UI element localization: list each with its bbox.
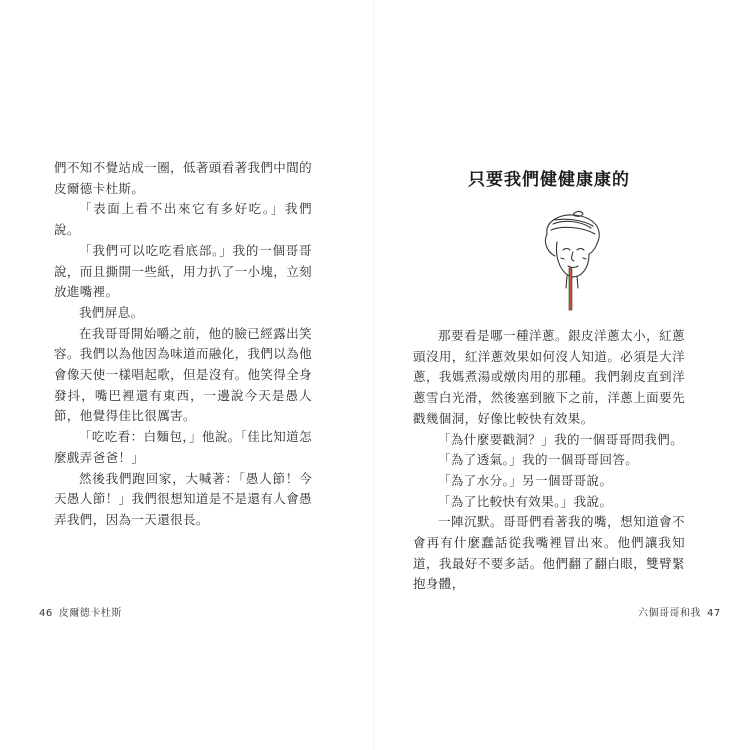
paragraph: 那要看是哪一種洋蔥。銀皮洋蔥太小，紅蔥頭沒用，紅洋蔥效果如何沒人知道。必須是大洋蔥，我媽煮湯或燉肉用的那種。我們剝皮直到洋蔥雪白光滑，然後塞到腋下之前，洋蔥上面要先戳幾個洞，好像比較快有效果。 (413, 328, 685, 426)
right-page-body (413, 326, 685, 595)
boy-with-onion-illustration (533, 208, 609, 312)
paragraph: 「吃吃看：白麵包，」他說。「佳比知道怎麼戲弄爸爸！」 (54, 429, 312, 465)
left-page-body (54, 158, 312, 531)
left-page-number: 46 (39, 608, 53, 619)
chapter-title: 只要我們健健康康的 (468, 170, 630, 190)
paragraph: 「我們可以吃吃看底部。」我的一個哥哥說，而且撕開一些紙，用力扒了一小塊，立刻放進嘴裡。 (54, 242, 313, 300)
right-running-title: 六個哥哥和我 (638, 608, 701, 619)
right-page-footer (638, 604, 727, 619)
paragraph: 一陣沉默。哥哥們看著我的嘴，想知道會不會再有什麼蠢話從我嘴裡冒出來。他們讓我知道，我最好不要多話。他們翻了翻白眼，雙臂緊抱身體， (413, 514, 685, 592)
paragraph: 「為了比較快有效果。」我說。 (438, 493, 613, 509)
left-page-footer (33, 604, 122, 619)
paragraph: 我們屏息。 (79, 304, 144, 320)
left-running-title: 皮爾德卡杜斯 (58, 608, 122, 619)
paragraph: 「為什麼要戳洞？」我的一個哥哥問我們。 (438, 431, 684, 447)
right-page (375, 0, 750, 750)
paragraph: 然後我們跑回家，大喊著：「愚人節！今天愚人節！」我們很想知道是不是還有人會愚弄我們，因為一天還很長。 (54, 470, 313, 527)
paragraph: 「為了透氣。」我的一個哥哥回答。 (438, 452, 639, 468)
thermometer-icon (569, 268, 572, 310)
right-page-number: 47 (707, 608, 721, 619)
paragraph: 「為了水分。」另一個哥哥說。 (438, 472, 613, 488)
paragraph: 們不知不覺站成一圈，低著頭看著我們中間的皮爾德卡杜斯。 (54, 160, 313, 196)
paragraph: 在我哥哥開始嚼之前，他的臉已經露出笑容。我們以為他因為味道而融化，我們以為他會像天使一樣唱起歌，但是沒有。他笑得全身發抖，嘴巴裡還有東西，一邊說今天是愚人節，他覺得佳比很厲害。 (54, 325, 313, 424)
paragraph: 「表面上看不出來它有多好吃。」我們說。 (54, 201, 312, 238)
